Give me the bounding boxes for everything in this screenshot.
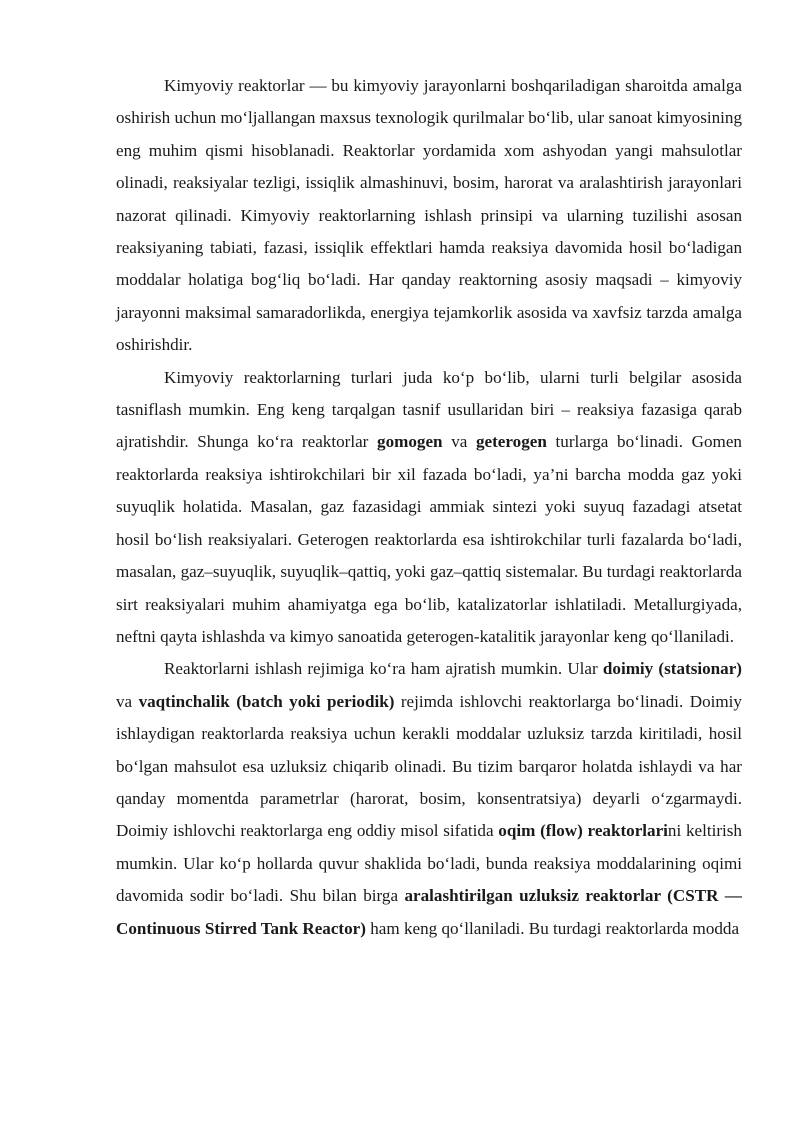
bold-term: oqim (flow) reaktorlari (498, 821, 668, 841)
text-run: Kimyoviy reaktorlar — bu kimyoviy jarayonlarni boshqariladigan sharoitda amalga oshirish uchun mo‘ljallangan maxsus texnologik qurilmalar bo‘lib, ular sanoat kimyosining eng muhim qismi hisoblanadi. Reaktorlar yordamida xom ashyodan yangi mahsulotlar olinadi, reaksiyalar tezligi, issiqlik almashinuvi, bosim, harorat va aralashtirish jarayonlari nazorat qilinadi. Kimyoviy reaktorlarning ishlash prinsipi va ularning tuzilishi asosan reaksiyaning tabiati, fazasi, issiqlik effektlari hamda reaksiya davomida hosil bo‘ladigan moddalar holatiga bog‘liq bo‘ladi. Har qanday reaktorning asosiy maqsadi – kimyoviy jarayonni maksimal samaradorlikda, energiya tejamkorlik asosida va xavfsiz tarzda amalga oshirishdir. (116, 76, 742, 355)
bold-term: aralashtirilgan uzluksiz reaktorlar (CSTR — Continuous Stirred Tank Reactor) (116, 886, 742, 938)
text-run: turlarga bo‘linadi. Gomen reaktorlarda reaksiya ishtirokchilari bir xil fazada bo‘ladi, ya’ni barcha modda gaz yoki suyuqlik holatida. Masalan, gaz fazasidagi ammiak sintezi yoki suyuq fazadagi atsetat hosil bo‘lish reaksiyalari. Geterogen reaktorlarda esa ishtirokchilar turli fazalarda bo‘ladi, masalan, gaz–suyuqlik, suyuqlik–qattiq, yoki gaz–qattiq sistemalar. Bu turdagi reaktorlarda sirt reaksiyalari muhim ahamiyatga ega bo‘lib, katalizatorlar ishlatiladi. Metallurgiyada, neftni qayta ishlashda va kimyo sanoatida geterogen-katalitik jarayonlar keng qo‘llaniladi. (116, 432, 742, 646)
text-run: Reaktorlarni ishlash rejimiga ko‘ra ham ajratish mumkin. Ular (164, 659, 603, 679)
text-run: Kimyoviy reaktorlarning turlari juda ko‘p bo‘lib, ularni turli belgilar asosida tasniflash mumkin. Eng keng tarqalgan tasnif usullaridan biri – reaksiya fazasiga qarab ajratishdir. Shunga ko‘ra reaktorlar (116, 367, 742, 452)
text-run: va (116, 691, 139, 711)
paragraph-reactors-intro (116, 70, 742, 362)
bold-term: gomogen (377, 432, 443, 452)
bold-term: vaqtinchalik (batch yoki periodik) (138, 691, 395, 711)
text-run: ni keltirish mumkin. Ular ko‘p hollarda quvur shaklida bo‘ladi, bunda reaksiya moddalarining oqimi davomida sodir bo‘ladi. Shu bilan birga (116, 821, 742, 906)
text-run: rejimda ishlovchi reaktorlarga bo‘linadi. Doimiy ishlaydigan reaktorlarda reaksiya uchun kerakli moddalar uzluksiz tarzda kiritiladi, hosil bo‘lgan mahsulot esa uzluksiz chiqarib olinadi. Bu tizim barqaror holatda ishlaydi va har qanday momentda parametrlar (harorat, bosim, konsentratsiya) deyarli o‘zgarmaydi. Doimiy ishlovchi reaktorlarga eng oddiy misol sifatida (116, 691, 742, 841)
paragraph-reactor-types-by-phase (116, 362, 742, 654)
bold-term: geterogen (475, 432, 547, 452)
text-run: ham keng qo‘llaniladi. Bu turdagi reaktorlarda modda (365, 918, 740, 938)
bold-term: doimiy (statsionar) (602, 659, 742, 679)
text-run: va (442, 432, 476, 452)
document-page (116, 70, 742, 945)
paragraph-reactor-types-by-mode (116, 653, 742, 945)
